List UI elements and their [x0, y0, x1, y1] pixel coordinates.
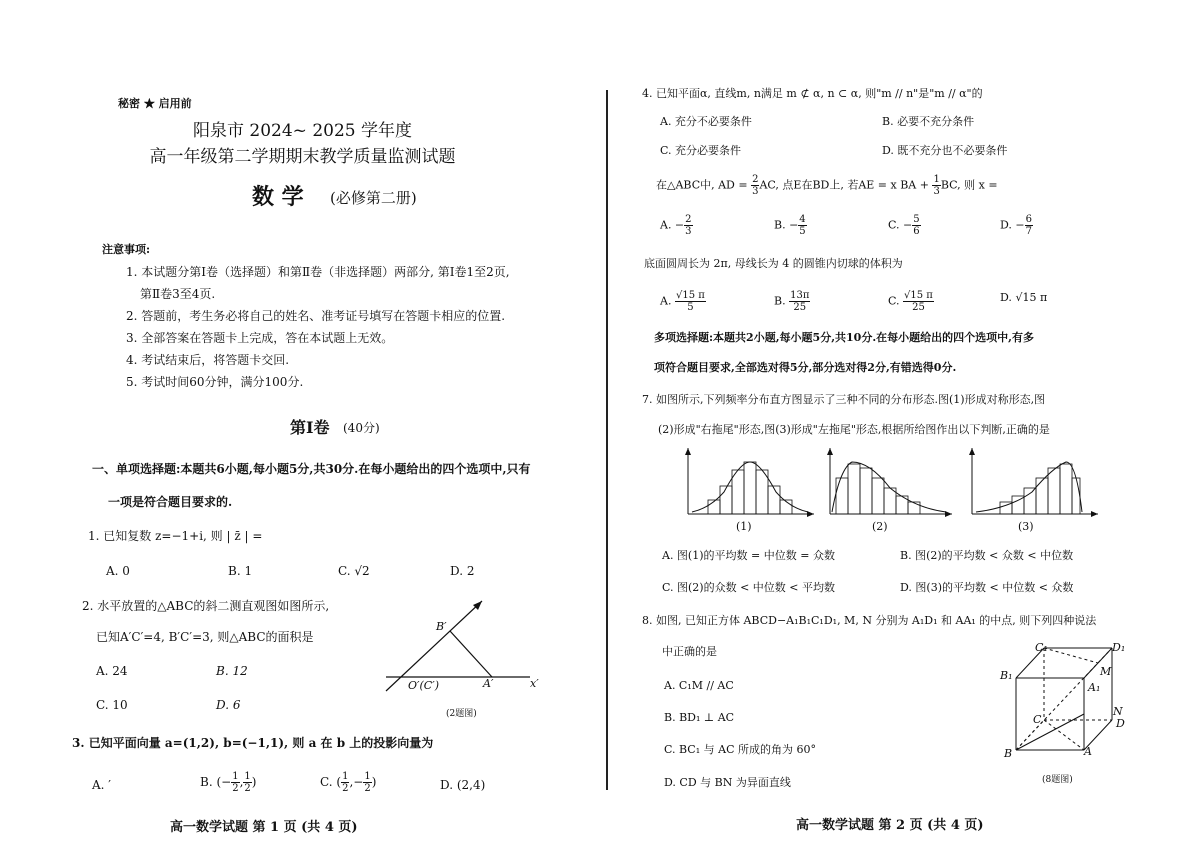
question-3-stem: 3. 已知平面向量 a=(1,2), b=(−1,1), 则 a 在 b 上的投影向量为 — [72, 736, 434, 750]
q3-option-b: B. (− $\frac{1}{2}$ , $\frac{1}{2}$ ) — [200, 771, 257, 794]
fig-label-x: x′ — [530, 677, 539, 690]
q5-option-a: A. − $\frac{2}{3}$ — [660, 214, 692, 237]
histogram-1 — [685, 448, 814, 517]
q6-option-a: A. $\frac{√15 \pi}{5}$ — [660, 290, 705, 313]
question-2-stem: 2. 水平放置的△ABC的斜二测直观图如图所示, — [82, 599, 330, 613]
exam-title-line1: 阳泉市 2024~ 2025 学年度 — [193, 121, 412, 141]
q5-option-d: D. − $\frac{6}{7}$ — [1000, 214, 1033, 237]
q7-option-d: D. 图(3)的平均数 < 中位数 < 众数 — [900, 581, 1074, 594]
cube-label-m: M — [1100, 665, 1112, 678]
q6-option-c: C. $\frac{√15 \pi}{25}$ — [888, 290, 933, 313]
page-1-footer: 高一数学试题 第 1 页 (共 4 页) — [170, 820, 358, 835]
section1-instructions: 一、单项选择题:本题共6小题,每小题5分,共30分.在每小题给出的四个选项中,只有 — [92, 462, 531, 476]
q2-option-c: C. 10 — [96, 698, 128, 712]
q1-option-c: C. √2 — [338, 564, 370, 578]
q5-option-b: B. − $\frac{4}{5}$ — [774, 214, 806, 237]
part1-score: (40分) — [343, 421, 380, 435]
q4-option-b: B. 必要不充分条件 — [882, 115, 975, 128]
cube-label-n: N — [1113, 705, 1123, 718]
question-4-stem: 4. 已知平面α, 直线m, n满足 m ⊄ α, n ⊂ α, 则"m // n"是"m // α"的 — [642, 87, 983, 100]
q5-stem-mid: AC, 点E在BD上, 若AE = x BA + — [759, 178, 933, 192]
page-2 — [610, 0, 1200, 849]
q2-option-a: A. 24 — [96, 664, 128, 678]
histogram-2 — [827, 448, 952, 517]
question-8-stem-2: 中正确的是 — [662, 645, 717, 658]
cube-label-a: A — [1084, 745, 1092, 758]
question-5-stem — [656, 174, 998, 197]
subject-title: 数 学 — [252, 184, 304, 210]
exam-title-line2: 高一年级第二学期期末教学质量监测试题 — [149, 147, 456, 167]
subject-subtitle: (必修第二册) — [330, 189, 417, 207]
secret-label: 秘密 ★ 启用前 — [118, 97, 192, 110]
cube-label-d1: D₁ — [1112, 641, 1126, 654]
question-2-stem-2: 已知A′C′=4, B′C′=3, 则△ABC的面积是 — [96, 630, 314, 644]
question-8-stem: 8. 如图, 已知正方体 ABCD−A₁B₁C₁D₁, M, N 分别为 A₁D₁ 和 AA₁ 的中点, 则下列四种说法 — [642, 614, 1097, 627]
q3-option-a: A. ′ — [92, 778, 112, 792]
note-item: 3. 全部答案在答题卡上完成，答在本试题上无效。 — [126, 331, 394, 345]
question-7-stem: 7. 如图所示,下列频率分布直方图显示了三种不同的分布形态.图(1)形成对称形态,图 — [642, 393, 1046, 406]
fraction: $\frac{1}{3}$ — [933, 174, 940, 197]
note-item: 5. 考试时间60分钟，满分100分. — [126, 375, 304, 389]
note-item: 2. 答题前，考生务必将自己的姓名、准考证号填写在答题卡相应的位置. — [126, 309, 506, 323]
cube-label-b1: B₁ — [1000, 669, 1013, 682]
q6-option-b: B. $\frac{13\pi}{25}$ — [774, 290, 810, 313]
fraction: $\frac{1}{2}$ — [342, 771, 349, 794]
q7-option-a: A. 图(1)的平均数 = 中位数 = 众数 — [662, 549, 835, 562]
question-7-stem-2: (2)形成"右拖尾"形态,图(3)形成"左拖尾"形态,根据所给图作出以下判断,正确的是 — [658, 423, 1050, 436]
cube-diagram — [1000, 638, 1130, 758]
section2-instructions-2: 项符合题目要求,全部选对得5分,部分选对得2分,有错选得0分. — [654, 361, 957, 374]
q2-option-b: B. 12 — [216, 664, 248, 678]
q3-c-prefix: C. ( — [320, 775, 342, 789]
q2-option-d: D. 6 — [216, 698, 241, 712]
fraction: $\frac{1}{2}$ — [244, 771, 251, 794]
cube-label-c1: C₁ — [1035, 641, 1048, 654]
q3-option-d: D. (2,4) — [440, 778, 486, 792]
fraction: $\frac{1}{2}$ — [364, 771, 371, 794]
q5-stem-end: BC, 则 x = — [940, 178, 998, 192]
q7-option-b: B. 图(2)的平均数 < 众数 < 中位数 — [900, 549, 1074, 562]
fig-label-b: B′ — [436, 620, 447, 633]
q2-diagram — [380, 595, 550, 695]
q3-b-prefix: B. (− — [200, 775, 232, 789]
q1-option-d: D. 2 — [450, 564, 475, 578]
section1-instructions-2: 一项是符合题目要求的. — [108, 495, 233, 509]
cube-label-d: D — [1116, 717, 1125, 730]
q3-option-c: C. ( $\frac{1}{2}$ ,− $\frac{1}{2}$ ) — [320, 771, 377, 794]
page-2-footer: 高一数学试题 第 2 页 (共 4 页) — [796, 818, 984, 833]
q5-stem-start: 在△ABC中, AD = — [656, 178, 752, 192]
q8-option-a: A. C₁M // AC — [664, 679, 734, 692]
q8-figure-caption: (8题图) — [1042, 775, 1073, 785]
q4-option-d: D. 既不充分也不必要条件 — [882, 144, 1008, 157]
fraction: $\frac{1}{2}$ — [232, 771, 239, 794]
q5-option-c: C. − $\frac{5}{6}$ — [888, 214, 920, 237]
page-divider — [606, 90, 608, 790]
note-item: 4. 考试结束后，将答题卡交回. — [126, 353, 290, 367]
q6-option-d: D. √15 π — [1000, 291, 1048, 304]
part1-heading: 第Ⅰ卷 — [290, 418, 330, 437]
fig-label-o: O′(C′) — [408, 679, 440, 692]
q4-option-a: A. 充分不必要条件 — [660, 115, 752, 128]
q8-option-b: B. BD₁ ⊥ AC — [664, 711, 735, 724]
q8-option-d: D. CD 与 BN 为异面直线 — [664, 776, 791, 789]
histogram-2-label: (2) — [872, 520, 888, 533]
q7-option-c: C. 图(2)的众数 < 中位数 < 平均数 — [662, 581, 836, 594]
q2-figure-caption: (2题图) — [446, 709, 477, 719]
q1-option-b: B. 1 — [228, 564, 253, 578]
question-1-stem: 1. 已知复数 z=−1+i, 则 | z̄ | = — [88, 529, 263, 543]
histogram-3 — [969, 448, 1098, 517]
q8-option-c: C. BC₁ 与 AC 所成的角为 60° — [664, 743, 816, 756]
note-item: 第Ⅱ卷3至4页. — [140, 287, 216, 301]
notes-heading: 注意事项: — [102, 243, 151, 256]
cube-label-b: B — [1004, 747, 1013, 760]
q4-option-c: C. 充分必要条件 — [660, 144, 742, 157]
fig-label-a: A′ — [483, 677, 494, 690]
cube-label-a1: A₁ — [1088, 681, 1101, 694]
cube-label-c: C — [1033, 713, 1042, 726]
histogram-1-label: (1) — [736, 520, 752, 533]
histogram-3-label: (3) — [1018, 520, 1034, 533]
question-6-stem: 底面圆周长为 2π, 母线长为 4 的圆锥内切球的体积为 — [644, 257, 903, 270]
q1-option-a: A. 0 — [106, 564, 130, 578]
fraction: $\frac{2}{3}$ — [752, 174, 759, 197]
q7-histograms — [680, 448, 1160, 520]
note-item: 1. 本试题分第Ⅰ卷（选择题）和第Ⅱ卷（非选择题）两部分, 第Ⅰ卷1至2页, — [126, 265, 510, 279]
section2-instructions: 多项选择题:本题共2小题,每小题5分,共10分.在每小题给出的四个选项中,有多 — [654, 331, 1034, 344]
